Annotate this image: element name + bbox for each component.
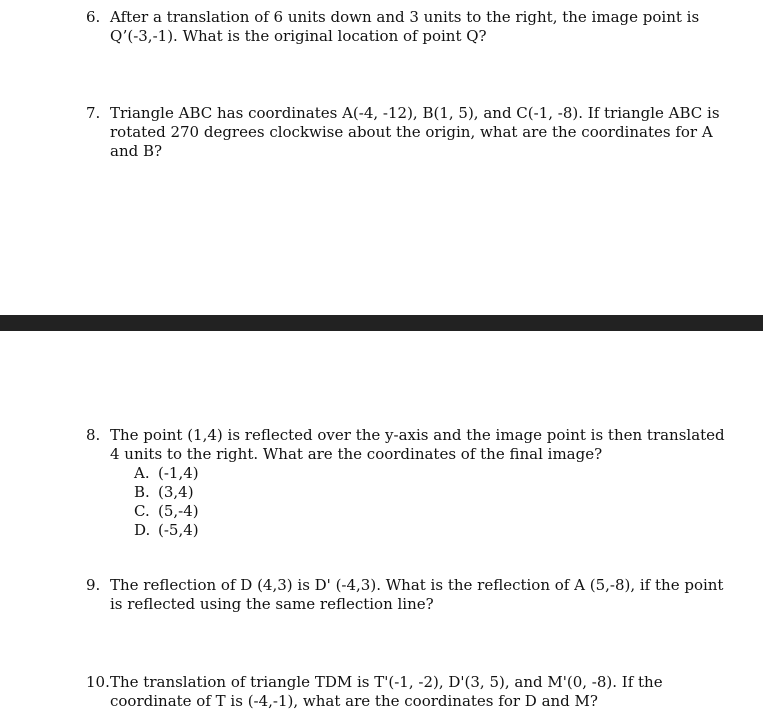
choice-text: (-5,4)	[158, 521, 199, 539]
choice-letter: B.	[134, 483, 150, 501]
choice-d	[134, 521, 726, 540]
choice-text: (5,-4)	[158, 502, 199, 520]
choice-c	[134, 502, 726, 521]
choice-text: (3,4)	[158, 483, 194, 501]
question-number: 7.	[86, 104, 101, 122]
question-10	[86, 673, 726, 711]
page-section-top	[0, 0, 763, 315]
question-text: After a translation of 6 units down and 3 units to the right, the image point is Q’(-3,-1). What is the original location of point Q?	[110, 8, 700, 45]
question-text: The point (1,4) is reflected over the y-axis and the image point is then translated 4 units to the right. What are the coordinates of the final image?	[110, 426, 725, 463]
choice-letter: C.	[134, 502, 150, 520]
question-9	[86, 576, 726, 614]
question-7	[86, 104, 726, 161]
question-text: The reflection of D (4,3) is D' (-4,3). What is the reflection of A (5,-8), if the point is reflected using the same reflection line?	[110, 576, 724, 613]
choice-text: (-1,4)	[158, 464, 199, 482]
page-divider	[0, 315, 763, 331]
page-section-bottom	[0, 331, 763, 727]
question-number: 8.	[86, 426, 101, 444]
question-number: 9.	[86, 576, 101, 594]
choice-letter: A.	[134, 464, 150, 482]
question-number: 6.	[86, 8, 101, 26]
question-text: The translation of triangle TDM is T'(-1, -2), D'(3, 5), and M'(0, -8). If the coordinate of T is (-4,-1), what are the coordinates for D and M?	[110, 673, 663, 710]
question-number: 10.	[86, 673, 110, 691]
question-6	[86, 8, 726, 46]
question-8	[86, 426, 726, 540]
choice-b	[134, 483, 726, 502]
choice-a	[134, 464, 726, 483]
choice-letter: D.	[134, 521, 151, 539]
question-text: Triangle ABC has coordinates A(-4, -12), B(1, 5), and C(-1, -8). If triangle ABC is rotated 270 degrees clockwise about the origin, what are the coordinates for A and B?	[110, 104, 720, 160]
answer-choices	[134, 464, 726, 540]
